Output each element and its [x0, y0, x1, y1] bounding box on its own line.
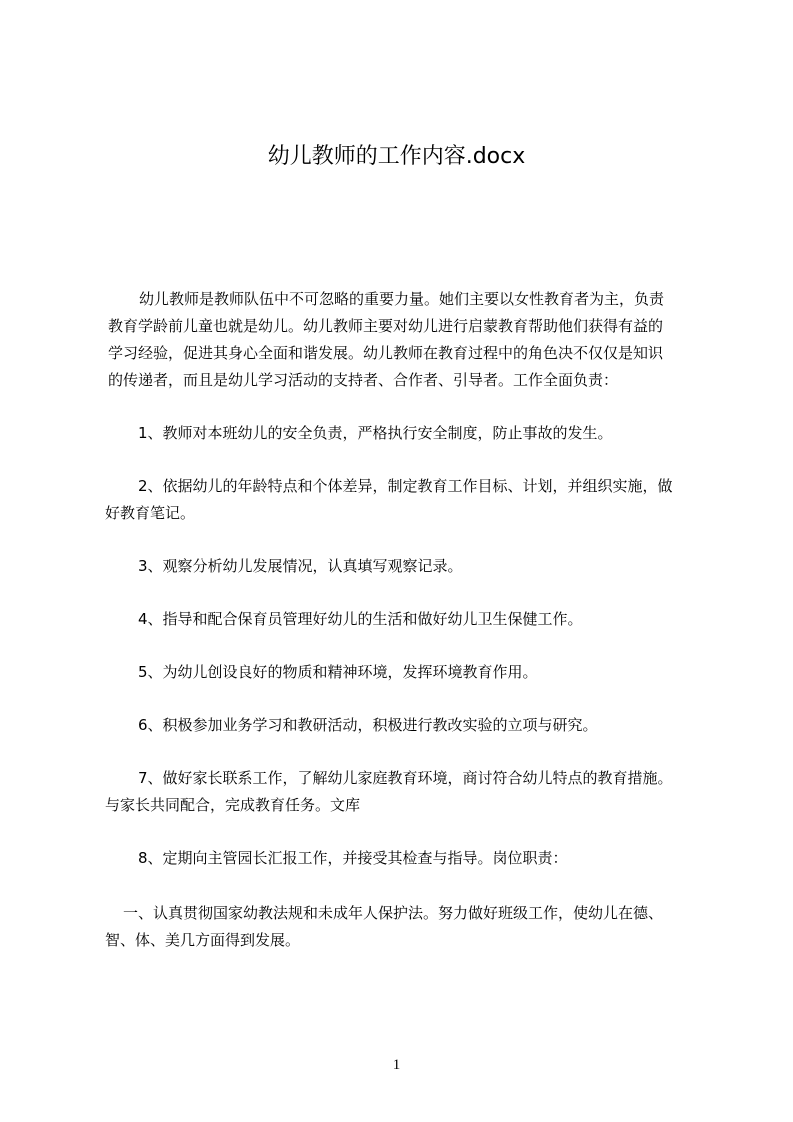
duty-item-5-line-1: 5、为幼儿创设良好的物质和精神环境，发挥环境教育作用。 [138, 663, 538, 681]
duty-item-7-line-1: 7、做好家长联系工作，了解幼儿家庭教育环境，商讨符合幼儿特点的教育措施。 [138, 769, 673, 787]
intro-line-2: 教育学龄前儿童也就是幼儿。幼儿教师主要对幼儿进行启蒙教育帮助他们获得有益的 [108, 317, 664, 335]
duty-item-7-line-2: 与家长共同配合，完成教育任务。文库 [105, 796, 361, 814]
duty-item-2 [105, 473, 711, 527]
duty-item-8-line-1: 8、定期向主管园长汇报工作，并接受其检查与指导。岗位职责： [138, 849, 568, 867]
duty-item-4 [105, 606, 711, 633]
duty-item-7 [105, 765, 711, 819]
duty-item-6 [105, 712, 711, 739]
page-number: 1 [392, 1057, 401, 1073]
responsibility-1 [105, 900, 711, 954]
duty-item-3 [105, 553, 711, 580]
duty-item-5 [105, 659, 711, 686]
intro-line-3: 学习经验，促进其身心全面和谐发展。幼儿教师在教育过程中的角色决不仅仅是知识 [108, 344, 664, 362]
document-title: 幼儿教师的工作内容.docx [267, 144, 526, 169]
duty-item-1-line-1: 1、教师对本班幼儿的安全负责，严格执行安全制度，防止事故的发生。 [138, 424, 613, 442]
responsibility-1-line-1: 一、认真贯彻国家幼教法规和未成年人保护法。努力做好班级工作，使幼儿在德、 [123, 904, 664, 922]
duty-item-2-line-1: 2、依据幼儿的年龄特点和个体差异，制定教育工作目标、计划，并组织实施，做 [138, 477, 673, 495]
intro-line-4: 的传递者，而且是幼儿学习活动的支持者、合作者、引导者。工作全面负责： [108, 371, 619, 389]
intro-paragraph [108, 286, 714, 394]
duty-item-8 [105, 845, 711, 872]
duty-item-6-line-1: 6、积极参加业务学习和教研活动，积极进行教改实验的立项与研究。 [138, 716, 598, 734]
duty-item-2-line-2: 好教育笔记。 [105, 504, 196, 522]
duty-item-4-line-1: 4、指导和配合保育员管理好幼儿的生活和做好幼儿卫生保健工作。 [138, 610, 583, 628]
intro-line-1: 幼儿教师是教师队伍中不可忽略的重要力量。她们主要以女性教育者为主，负责 [139, 290, 665, 308]
duty-item-3-line-1: 3、观察分析幼儿发展情况，认真填写观察记录。 [138, 557, 463, 575]
responsibility-1-line-2: 智、体、美几方面得到发展。 [105, 931, 301, 949]
duty-item-1 [105, 420, 711, 447]
